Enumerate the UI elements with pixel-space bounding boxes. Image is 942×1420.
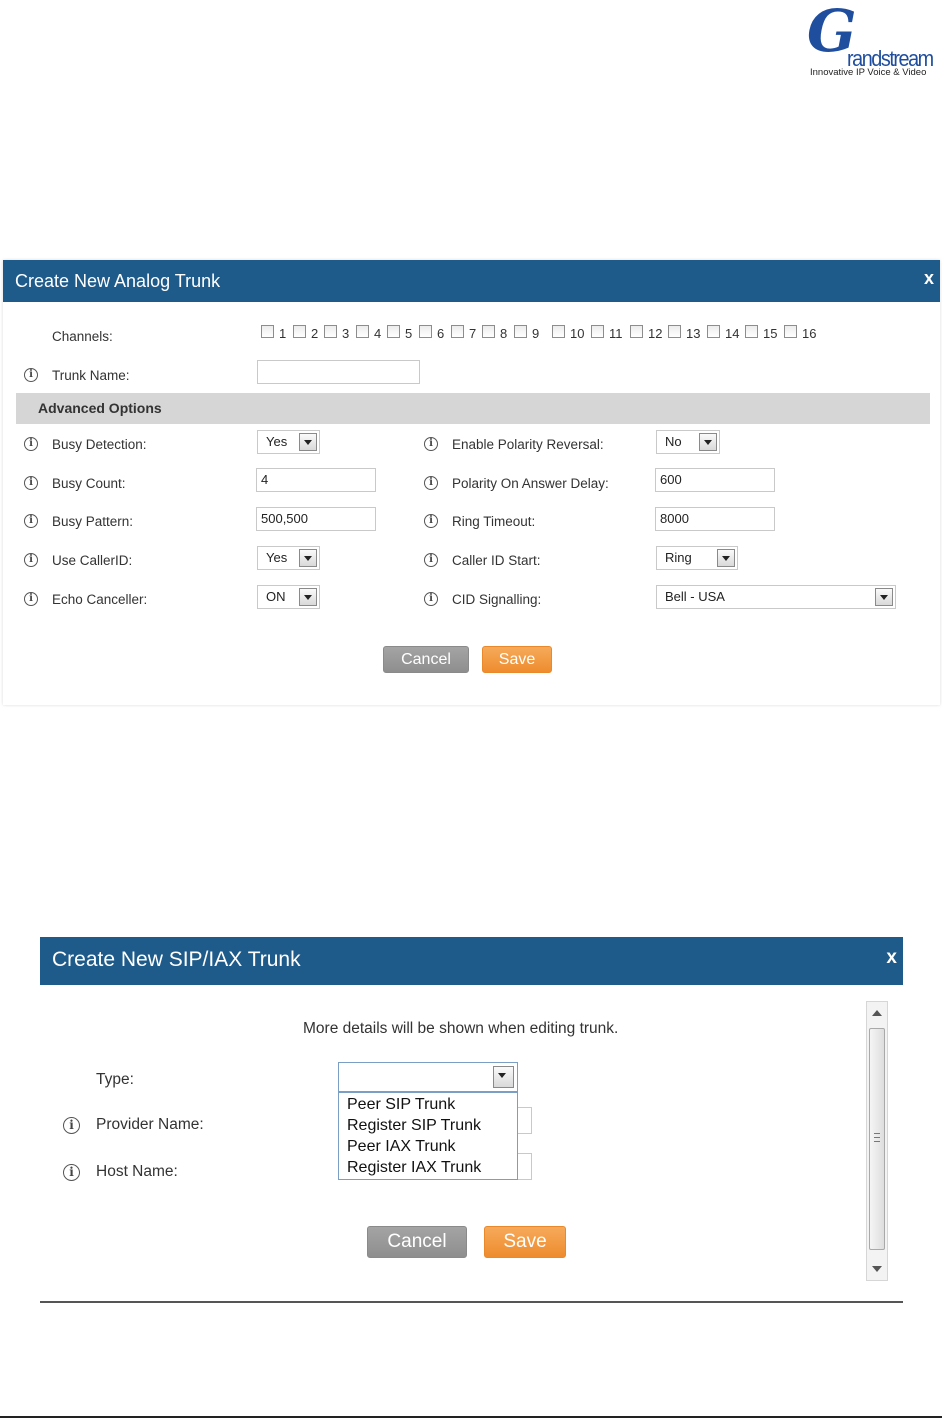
save-button[interactable]: Save (484, 1226, 566, 1258)
cid-signalling-label: CID Signalling: (452, 592, 542, 607)
divider (40, 1301, 903, 1303)
dropdown-option[interactable]: Peer IAX Trunk (347, 1138, 456, 1155)
channel-number-label: 16 (802, 326, 817, 341)
page-footer-line (0, 1416, 942, 1418)
provider-name-label: Provider Name: (96, 1116, 204, 1133)
channel-checkbox[interactable] (630, 325, 643, 338)
busy-count-label: Busy Count: (52, 476, 126, 491)
info-icon[interactable]: i (424, 553, 438, 567)
channel-checkbox[interactable] (293, 325, 306, 338)
info-icon[interactable]: i (63, 1164, 80, 1181)
chevron-down-icon[interactable] (493, 1066, 514, 1088)
channel-checkbox[interactable] (324, 325, 337, 338)
dropdown-option[interactable]: Peer SIP Trunk (347, 1096, 456, 1113)
channel-number-label: 14 (725, 326, 740, 341)
info-message: More details will be shown when editing trunk. (303, 1020, 619, 1037)
busy-detection-value: Yes (266, 434, 288, 449)
channel-number-label: 10 (570, 326, 585, 341)
cid-signalling-select[interactable] (656, 585, 896, 609)
info-icon[interactable]: i (24, 476, 38, 490)
type-select[interactable] (338, 1062, 518, 1092)
ring-timeout-label: Ring Timeout: (452, 514, 536, 529)
echo-canceller-value: ON (266, 589, 286, 604)
save-button[interactable]: Save (482, 646, 552, 673)
info-icon[interactable]: i (424, 437, 438, 451)
channel-number-label: 3 (342, 326, 350, 341)
polarity-reversal-select[interactable] (656, 430, 720, 454)
polarity-delay-label: Polarity On Answer Delay: (452, 476, 609, 491)
scrollbar-thumb[interactable] (869, 1028, 885, 1250)
channel-checkbox[interactable] (482, 325, 495, 338)
sip-iax-trunk-dialog (40, 937, 903, 1303)
logo-tagline: Innovative IP Voice & Video (810, 67, 927, 78)
type-label: Type: (96, 1071, 134, 1088)
busy-pattern-label: Busy Pattern: (52, 514, 134, 529)
channel-number-label: 7 (469, 326, 477, 341)
dialog-title: Create New SIP/IAX Trunk (52, 948, 301, 971)
busy-pattern-input[interactable]: 500,500 (256, 507, 376, 531)
polarity-delay-input[interactable]: 600 (655, 468, 775, 492)
channel-number-label: 6 (437, 326, 445, 341)
chevron-down-icon[interactable] (299, 549, 317, 567)
info-icon[interactable]: i (24, 553, 38, 567)
callerid-start-select[interactable] (656, 546, 738, 570)
channel-checkbox[interactable] (707, 325, 720, 338)
polarity-reversal-value: No (665, 434, 682, 449)
advanced-options-bar (16, 393, 930, 424)
channel-checkbox[interactable] (356, 325, 369, 338)
close-button[interactable]: x (886, 947, 897, 968)
info-icon[interactable]: i (63, 1117, 80, 1134)
info-icon[interactable]: i (424, 514, 438, 528)
dialog-header (40, 937, 903, 985)
channel-number-label: 15 (763, 326, 778, 341)
busy-detection-select[interactable] (257, 430, 320, 454)
trunk-name-input[interactable] (257, 360, 420, 384)
channel-number-label: 9 (532, 326, 540, 341)
channels-label: Channels: (52, 329, 113, 344)
grip-icon (874, 1133, 880, 1142)
callerid-start-value: Ring (665, 550, 692, 565)
channel-number-label: 5 (405, 326, 413, 341)
channel-number-label: 12 (648, 326, 663, 341)
dropdown-option[interactable]: Register SIP Trunk (347, 1117, 481, 1134)
channel-checkbox[interactable] (784, 325, 797, 338)
dialog-title: Create New Analog Trunk (15, 271, 221, 291)
scroll-down-icon[interactable] (872, 1266, 882, 1272)
channel-number-label: 11 (609, 326, 623, 341)
channel-number-label: 4 (374, 326, 382, 341)
type-dropdown-list (338, 1092, 518, 1180)
cancel-button[interactable]: Cancel (367, 1226, 467, 1258)
channel-checkbox[interactable] (419, 325, 432, 338)
busy-detection-label: Busy Detection: (52, 437, 147, 452)
info-icon[interactable]: i (424, 592, 438, 606)
channel-number-label: 2 (311, 326, 319, 341)
logo-letter: G (807, 0, 857, 65)
vertical-scrollbar[interactable] (866, 1001, 888, 1281)
use-callerid-select[interactable] (257, 546, 320, 570)
use-callerid-value: Yes (266, 550, 288, 565)
polarity-reversal-label: Enable Polarity Reversal: (452, 437, 604, 452)
trunk-name-label: Trunk Name: (52, 368, 130, 383)
chevron-down-icon[interactable] (299, 588, 317, 606)
channel-checkbox[interactable] (668, 325, 681, 338)
dialog-header (3, 260, 940, 302)
close-button[interactable]: x (923, 268, 934, 288)
chevron-down-icon[interactable] (699, 433, 717, 451)
channel-number-label: 13 (686, 326, 701, 341)
use-callerid-label: Use CallerID: (52, 553, 133, 568)
chevron-down-icon[interactable] (717, 549, 735, 567)
info-icon[interactable]: i (424, 476, 438, 490)
info-icon[interactable]: i (24, 437, 38, 451)
info-icon[interactable]: i (24, 368, 38, 382)
echo-canceller-label: Echo Canceller: (52, 592, 148, 607)
info-icon[interactable]: i (24, 514, 38, 528)
dropdown-option[interactable]: Register IAX Trunk (347, 1159, 482, 1176)
cid-signalling-value: Bell - USA (665, 589, 725, 604)
channel-number-label: 8 (500, 326, 508, 341)
cancel-button[interactable]: Cancel (383, 646, 469, 673)
channel-checkbox[interactable] (591, 325, 604, 338)
grandstream-logo (805, 0, 935, 80)
ring-timeout-input[interactable]: 8000 (655, 507, 775, 531)
channel-checkbox[interactable] (261, 325, 274, 338)
host-name-label: Host Name: (96, 1163, 178, 1180)
channel-checkbox[interactable] (552, 325, 565, 338)
advanced-options-title: Advanced Options (38, 400, 162, 416)
channel-checkbox[interactable] (387, 325, 400, 338)
chevron-down-icon[interactable] (299, 433, 317, 451)
analog-trunk-dialog (3, 260, 940, 705)
channel-number-label: 1 (279, 326, 287, 341)
logo-word: randstream (847, 46, 933, 71)
callerid-start-label: Caller ID Start: (452, 553, 541, 568)
channel-checkbox[interactable] (745, 325, 758, 338)
echo-canceller-select[interactable] (257, 585, 320, 609)
busy-count-input[interactable]: 4 (256, 468, 376, 492)
scroll-up-icon[interactable] (872, 1010, 882, 1016)
info-icon[interactable]: i (24, 592, 38, 606)
channel-checkbox[interactable] (451, 325, 464, 338)
channel-checkbox[interactable] (514, 325, 527, 338)
chevron-down-icon[interactable] (875, 588, 893, 606)
